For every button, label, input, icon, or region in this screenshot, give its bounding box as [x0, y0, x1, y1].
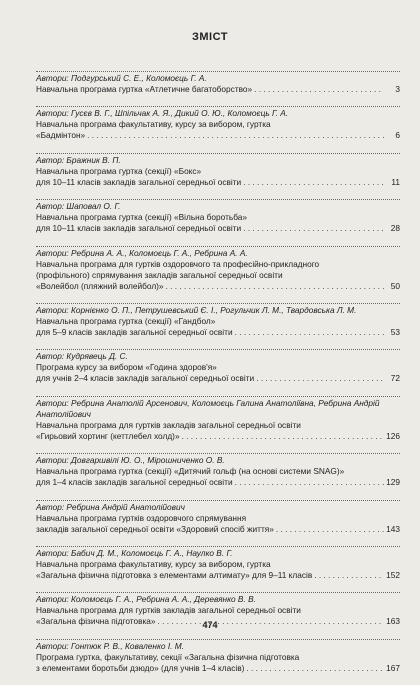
- toc-entry-title-text: закладів загальної середньої освіти «Здоровий спосіб життя»: [36, 523, 274, 534]
- toc-entry-page: 129: [386, 477, 400, 488]
- toc-entry-title-text: Навчальна програма гуртка (секції) «Бокс»: [36, 165, 202, 176]
- toc-entry-authors: Автори: Ребрина Анатолій Арсенович, Коломоєць Галина Анатоліївна, Ребрина Андрій Анатолійович: [36, 396, 400, 420]
- toc-entry: [36, 396, 400, 442]
- dot-leader: [243, 177, 384, 188]
- toc-entry-title-text: Навчальна програма гуртка (секції) «Гандбол»: [36, 315, 216, 326]
- toc-entry-authors: Автор: Ребрина Андрій Анатолійович: [36, 500, 400, 513]
- toc-entry-title-line: [36, 513, 400, 524]
- toc-entry-title-line: [36, 663, 400, 674]
- toc-entry-authors: Автор: Кудрявець Д. С.: [36, 349, 400, 362]
- toc-entry-authors: Автори: Ребрина А. А., Коломоєць Г. А., Ребрина А. А.: [36, 246, 400, 259]
- dot-leader: [166, 281, 384, 292]
- dot-leader: [235, 327, 384, 338]
- toc-entry-title-line: [36, 373, 400, 384]
- toc-entry-authors: Автори: Довгаршвілі Ю. О., Мірошниченко О. В.: [36, 453, 400, 466]
- toc-entry-title-line: [36, 431, 400, 442]
- toc-entry: [36, 639, 400, 674]
- toc-entry-authors: Автори: Гусєв В. Г., Шпільчак А. Я., Дикий О. Ю., Коломоєць Г. А.: [36, 106, 400, 119]
- toc-entry-title-text: Навчальна програма гуртка (секції) «Вільна боротьба»: [36, 212, 247, 223]
- dot-leader: [276, 524, 384, 535]
- toc-entry-title-line: [36, 316, 400, 327]
- toc-entry-page: 50: [390, 280, 400, 291]
- toc-entry-title-text: (профільного) спрямування закладів загальної середньої освіти: [36, 269, 283, 280]
- toc-entry-title-line: [36, 477, 400, 488]
- toc-entry-title-line: [36, 652, 400, 663]
- toc-entry-authors: Автор: Бражник В. П.: [36, 153, 400, 166]
- toc-entry-title-text: «Гирьовий хортинг (кеттлебел холд)»: [36, 430, 180, 441]
- page-title: ЗМІСТ: [192, 31, 228, 43]
- dot-leader: [256, 373, 384, 384]
- toc-entry-page: 152: [386, 569, 400, 580]
- toc-entry: [36, 71, 400, 95]
- toc-entry-title-line: [36, 524, 400, 535]
- page-number: 474: [202, 620, 218, 630]
- toc-entry-title-text: для 5–9 класів закладів загальної середньої освіти: [36, 326, 233, 337]
- toc-entry-title-line: [36, 466, 400, 477]
- toc-entry-title-line: [36, 259, 400, 270]
- toc-entry-authors: Автори: Коломоєць Г. А., Ребрина А. А., Деревянко В. В.: [36, 592, 400, 605]
- toc-entry-title-line: [36, 559, 400, 570]
- toc-entry-authors: Автори: Бабич Д. М., Коломоєць Г. А., Наулко В. Г.: [36, 546, 400, 559]
- toc-entry-page: 11: [391, 176, 400, 187]
- dot-leader: [246, 663, 384, 674]
- dot-leader: [254, 84, 384, 95]
- table-of-contents: [36, 71, 400, 685]
- toc-entry-title-line: [36, 362, 400, 373]
- toc-entry-title-text: для 10–11 класів закладів загальної середньої освіти: [36, 223, 242, 234]
- toc-entry-title-text: для 10–11 класів закладів загальної середньої освіти: [36, 176, 242, 187]
- toc-entry-title-text: для 1–4 класів закладів загальної середньої освіти: [36, 477, 233, 488]
- toc-entry-authors: Автори: Подгурський С. Е., Коломоєць Г. А.: [36, 71, 400, 84]
- toc-entry-title-text: Навчальна програма факультативу, курсу за вибором, гуртка: [36, 558, 271, 569]
- toc-entry-title-text: з елементами боротьби дзюдо» (для учнів 1–4 класів): [36, 662, 245, 673]
- toc-entry-page: 6: [395, 130, 400, 141]
- toc-entry: [36, 106, 400, 141]
- toc-entry-page: 72: [390, 373, 400, 384]
- toc-entry-title-text: «Загальна фізична підготовка»: [36, 616, 156, 627]
- toc-entry-title-text: Навчальна програма для гуртків закладів загальної середньої освіти: [36, 419, 301, 430]
- toc-entry-title-line: [36, 166, 400, 177]
- toc-entry-title-line: [36, 270, 400, 281]
- toc-entry: [36, 349, 400, 384]
- toc-entry-page: 3: [395, 84, 400, 94]
- toc-entry: [36, 246, 400, 292]
- toc-entry-page: 163: [386, 616, 400, 627]
- toc-entry-title-line: [36, 223, 400, 234]
- toc-entry-authors: Автор: Шаповал О. Г.: [36, 199, 400, 212]
- toc-entry: [36, 500, 400, 535]
- toc-entry-title-text: Навчальна програма факультативу, курсу за вибором, гуртка: [36, 119, 271, 130]
- toc-entry-title-line: [36, 605, 400, 616]
- toc-entry-title-line: [36, 84, 400, 95]
- toc-entry-title-line: [36, 570, 400, 581]
- toc-entry: [36, 546, 400, 581]
- toc-entry-authors: Автори: Гонтюк Р. В., Коваленко І. М.: [36, 639, 400, 652]
- dot-leader: [235, 477, 384, 488]
- dot-leader: [182, 431, 384, 442]
- toc-entry-page: 28: [390, 223, 400, 234]
- toc-entry: [36, 199, 400, 234]
- toc-entry-title-text: Програма курсу за вибором «Година здоров'я»: [36, 362, 217, 373]
- toc-entry-title-text: для учнів 2–4 класів закладів загальної середньої освіти: [36, 373, 255, 384]
- toc-entry-title-line: [36, 420, 400, 431]
- dot-leader: [243, 223, 384, 234]
- toc-entry-title-line: [36, 327, 400, 338]
- toc-entry-title-line: [36, 119, 400, 130]
- toc-entry-title-text: «Волейбол (пляжний волейбол)»: [36, 280, 164, 291]
- dot-leader: [314, 570, 384, 581]
- toc-entry-title-text: Програма гуртка, факультативу, секції «Загальна фізична підготовка: [36, 651, 300, 662]
- toc-entry-page: 143: [386, 523, 400, 534]
- toc-entry-title-line: [36, 281, 400, 292]
- dot-leader: [87, 130, 384, 141]
- toc-entry-authors: Автори: Корнієнко О. П., Петрушевський Є. І., Рогульчик Л. М., Твардовська Л. М.: [36, 303, 400, 316]
- toc-entry-page: 53: [390, 326, 400, 337]
- toc-entry-title-line: [36, 212, 400, 223]
- toc-entry-page: 126: [386, 430, 400, 441]
- toc-entry: [36, 453, 400, 488]
- toc-entry: [36, 153, 400, 188]
- toc-entry-page: 167: [386, 662, 400, 673]
- toc-entry-title-text: Навчальна програма гуртка (секції) «Дитячий гольф (на основі системи SNAG)»: [36, 466, 345, 477]
- toc-entry: [36, 303, 400, 338]
- toc-entry-title-text: Навчальна програма гуртка «Атлетичне багатоборство»: [36, 84, 253, 94]
- toc-entry-title-line: [36, 130, 400, 141]
- toc-entry-title-text: Навчальна програма для гуртків оздоровчого та професійно-прикладного: [36, 258, 320, 269]
- toc-entry-title-line: [36, 177, 400, 188]
- toc-entry-title-text: Навчальна програма гуртків оздоровчого спрямування: [36, 512, 247, 523]
- toc-entry-title-text: «Загальна фізична підготовка з елементами алтимату» для 9–11 класів: [36, 569, 313, 580]
- toc-entry-title-text: «Бадмінтон»: [36, 130, 86, 141]
- toc-entry-title-text: Навчальна програма для гуртків закладів загальної середньої освіти: [36, 605, 301, 616]
